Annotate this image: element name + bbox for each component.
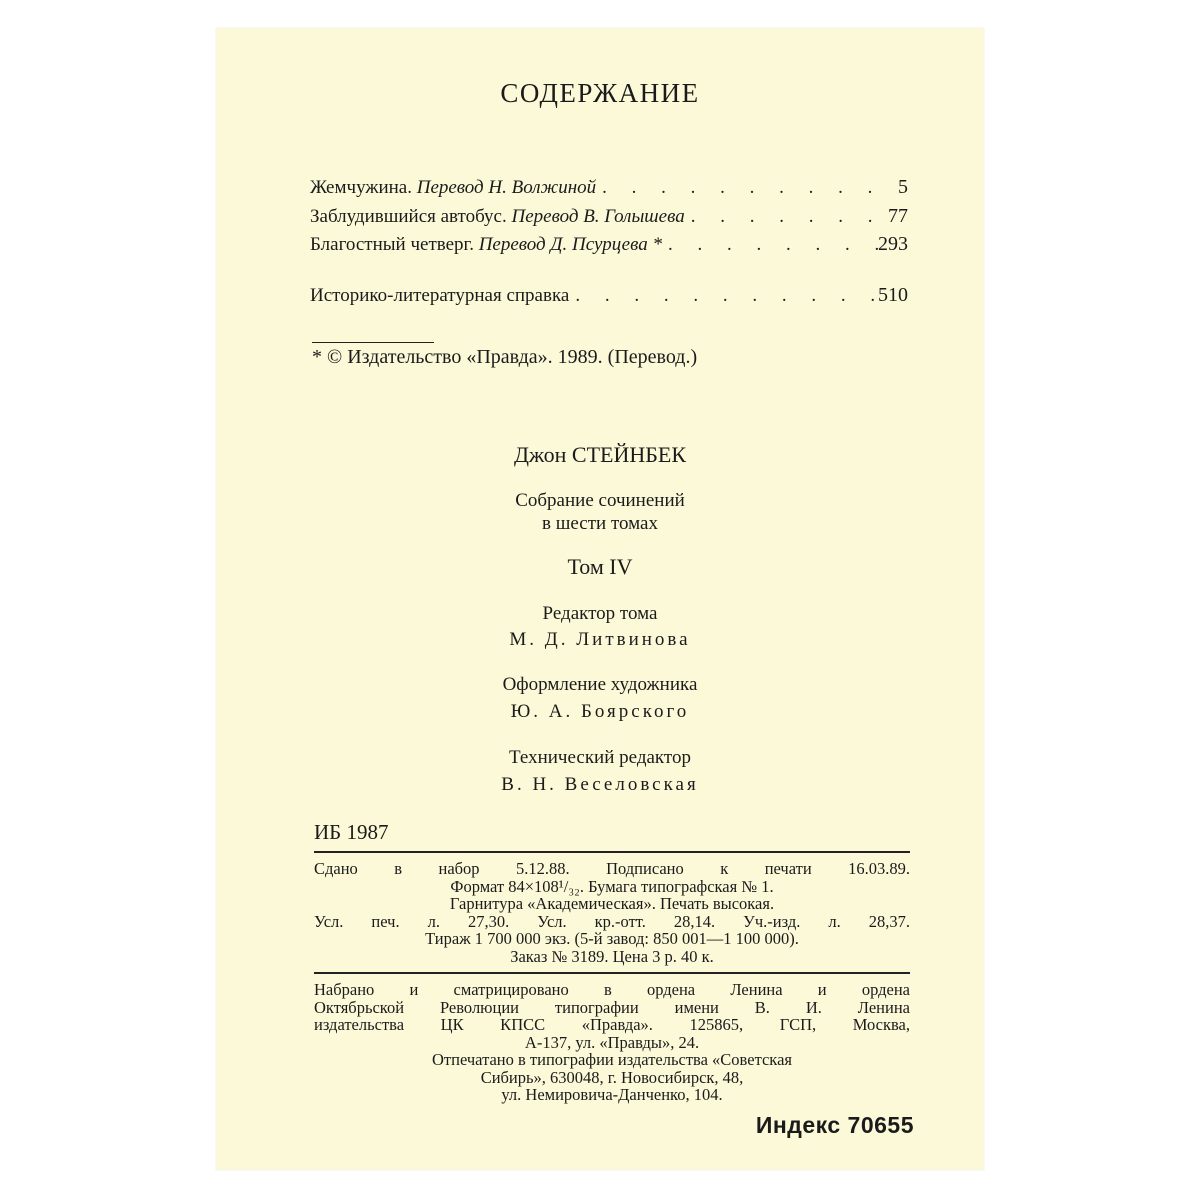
tech-editor-label: Технический редактор	[509, 747, 691, 768]
index-number: Индекс 70655	[755, 1112, 914, 1138]
imprint-block-2	[314, 981, 910, 1104]
imprint-line: А-137, ул. «Правды», 24.	[524, 1032, 700, 1052]
book-page	[216, 28, 984, 1170]
imprint-line: Сибирь», 630048, г. Новосибирск, 48,	[480, 1067, 744, 1087]
design-name: Ю. А. Боярского	[510, 701, 690, 722]
imprint-line: Усл. печ. л. 27,30. Усл. кр.-отт. 28,14. Уч.-изд. л. 28,37.	[314, 911, 910, 931]
toc-entry-1	[310, 176, 908, 199]
series-line-1: Собрание сочинений	[515, 490, 685, 511]
author-name: Джон СТЕЙНБЕК	[513, 442, 686, 467]
toc-title: Историко-литературная справка	[310, 285, 570, 306]
imprint-line: Набрано и сматрицировано в ордена Ленина и ордена	[314, 980, 910, 999]
series-line-2: в шести томах	[542, 513, 658, 534]
toc-page: 293	[878, 233, 908, 255]
imprint-line: Отпечатано в типографии издательства «Советская	[432, 1050, 792, 1069]
editor-name: М. Д. Литвинова	[509, 629, 691, 650]
footnote: * © Издательство «Правда». 1989. (Перевод.)	[312, 346, 698, 368]
imprint-middle-rule	[314, 972, 910, 974]
imprint-line: Тираж 1 700 000 экз. (5-й завод: 850 001—1 100 000).	[425, 929, 799, 948]
toc-title: Заблудившийся автобус.	[310, 206, 507, 227]
imprint-line: издательства ЦК КПСС «Правда». 125865, ГСП, Москва,	[314, 1015, 910, 1034]
toc-entry-3	[310, 233, 908, 256]
imprint-top-rule	[314, 851, 910, 853]
editor-label: Редактор тома	[542, 603, 658, 624]
toc-leader	[662, 234, 878, 256]
toc-leader	[685, 206, 888, 228]
toc-translator: Перевод Н. Волжиной	[416, 177, 597, 198]
imprint-line: Гарнитура «Академическая». Печать высокая.	[449, 894, 775, 913]
toc-entry-2	[310, 205, 908, 228]
toc-title: Благостный четверг.	[310, 234, 474, 255]
contents-title: СОДЕРЖАНИЕ	[500, 78, 700, 108]
toc-translator: Перевод В. Голышева	[511, 206, 685, 227]
tech-editor-name: В. Н. Веселовская	[501, 774, 699, 795]
volume-number: Том IV	[567, 554, 633, 579]
imprint-block-1	[314, 860, 910, 965]
toc-leader	[596, 177, 898, 199]
imprint-line: Октябрьской Революции типографии имени В. И. Ленина	[314, 997, 910, 1017]
toc-title: Жемчужина.	[310, 177, 412, 198]
toc-translator: Перевод Д. Псурцева *	[478, 234, 662, 255]
toc-page: 77	[888, 205, 908, 227]
design-label: Оформление художника	[502, 674, 698, 695]
toc-page: 510	[878, 284, 908, 306]
toc-page: 5	[898, 176, 908, 198]
ib-number: ИБ 1987	[314, 820, 389, 844]
footnote-divider	[312, 342, 434, 343]
imprint-line: ул. Немировича-Данченко, 104.	[501, 1085, 723, 1104]
imprint-line: Сдано в набор 5.12.88. Подписано к печати 16.03.89.	[314, 859, 910, 878]
toc-leader	[569, 285, 878, 307]
imprint-line: Формат 84×108¹/₃₂. Бумага типографская № 1.	[450, 876, 774, 896]
imprint-line: Заказ № 3189. Цена 3 р. 40 к.	[510, 946, 714, 966]
toc-entry-4	[310, 284, 908, 307]
